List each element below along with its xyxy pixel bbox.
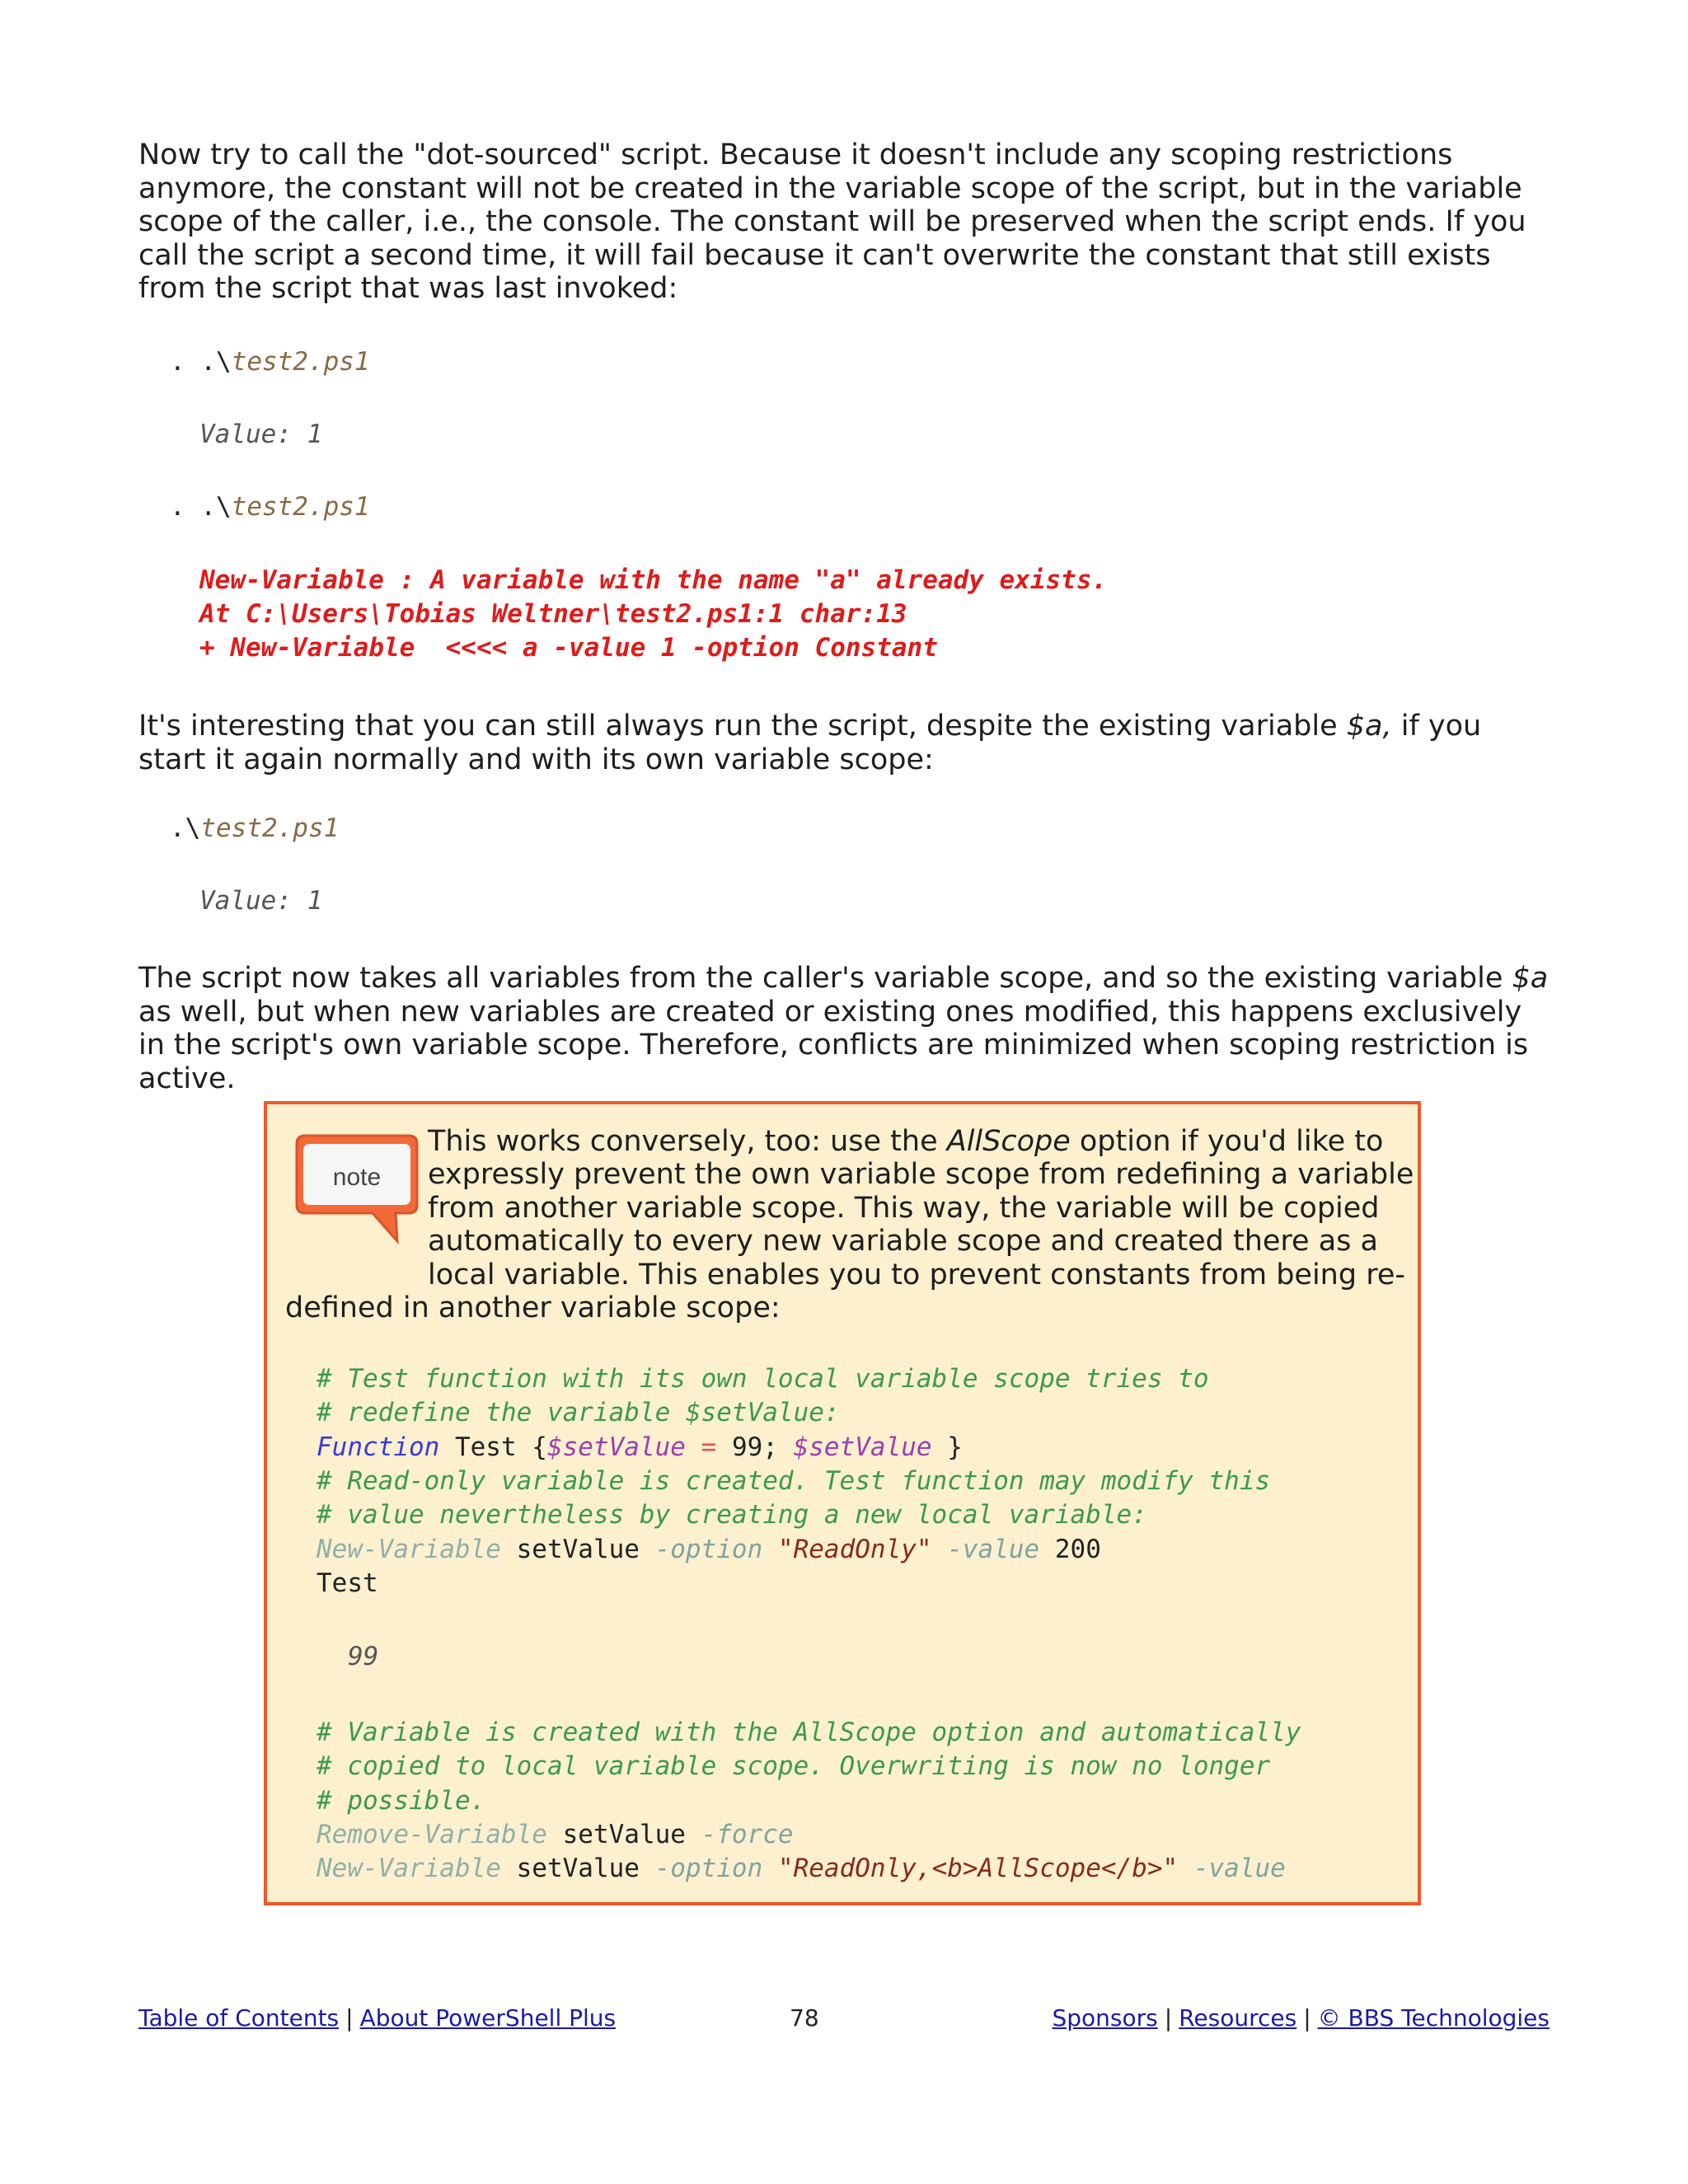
- code-comment: # possible.: [316, 1786, 486, 1816]
- page-number: 78: [790, 2004, 819, 2032]
- code-line: New-Variable setValue -option "ReadOnly,<b>AllScope</b>" -value: [316, 1854, 1286, 1883]
- note-text-line: expressly prevent the own variable scope from redefining a variable: [428, 1158, 1414, 1191]
- paragraph-2: It's interesting that you can still always run the script, despite the existing variable $a, if you start it again normally and with its own variable scope:: [138, 710, 1482, 776]
- code-output: Value: 1: [199, 419, 323, 449]
- note-text-line: local variable. This enables you to prevent constants from being re-: [428, 1258, 1405, 1291]
- note-text-line: from another variable scope. This way, the variable will be copied: [428, 1192, 1380, 1225]
- code-line: .\test2.ps1: [170, 813, 340, 843]
- code-line: . .\test2.ps1: [170, 492, 370, 522]
- bbs-technologies-link[interactable]: © BBS Technologies: [1317, 2004, 1550, 2032]
- note-text-line: defined in another variable scope:: [285, 1291, 781, 1324]
- code-comment: # value nevertheless by creating a new local variable:: [316, 1500, 1147, 1530]
- footer-left: Table of Contents | About PowerShell Plus: [138, 2004, 617, 2032]
- sponsors-link[interactable]: Sponsors: [1052, 2004, 1158, 2032]
- error-line: New-Variable : A variable with the name "a" already exists.: [199, 565, 1108, 595]
- code-comment: # copied to local variable scope. Overwriting is now no longer: [316, 1751, 1271, 1781]
- note-text-line: This works conversely, too: use the AllScope option if you'd like to: [428, 1125, 1384, 1158]
- resources-link[interactable]: Resources: [1179, 2004, 1297, 2032]
- error-line: + New-Variable <<<< a -value 1 -option Constant: [199, 633, 938, 663]
- note-icon: [293, 1132, 420, 1246]
- footer-right: Sponsors | Resources | © BBS Technologies: [1052, 2004, 1550, 2032]
- code-line: Function Test {$setValue = 99; $setValue }: [316, 1432, 963, 1462]
- code-line: Test: [316, 1568, 378, 1598]
- code-output: Value: 1: [199, 886, 323, 916]
- note-text-line: automatically to every new variable scope and created there as a: [428, 1225, 1378, 1258]
- intro-paragraph: Now try to call the "dot-sourced" script. Because it doesn't include any scoping restrictions anymore, the constant will not be created in the variable scope of the script, but in the variable scope of the caller, i.e., the console. The constant will be preserved when the script ends. If you call the script a second time, it will fail because it can't overwrite the constant that still exists from the script that was last invoked:: [138, 138, 1526, 305]
- code-line: Remove-Variable setValue -force: [316, 1820, 794, 1849]
- code-line: New-Variable setValue -option "ReadOnly" -value 200: [316, 1535, 1101, 1564]
- table-of-contents-link[interactable]: Table of Contents: [138, 2004, 340, 2032]
- about-powershell-plus-link[interactable]: About PowerShell Plus: [359, 2004, 617, 2032]
- paragraph-3: The script now takes all variables from the caller's variable scope, and so the existing variable $a as well, but when new variables are created or existing ones modified, this happens exclusively in the script's own variable scope. Therefore, conflicts are minimized when scoping restriction is active.: [138, 962, 1549, 1095]
- code-comment: # redefine the variable $setValue:: [316, 1398, 840, 1427]
- error-line: At C:\Users\Tobias Weltner\test2.ps1:1 char:13: [199, 599, 907, 629]
- code-comment: # Test function with its own local variable scope tries to: [316, 1364, 1209, 1394]
- code-line: . .\test2.ps1: [170, 347, 370, 377]
- code-comment: # Variable is created with the AllScope option and automatically: [316, 1718, 1301, 1747]
- code-output: 99: [348, 1642, 379, 1671]
- note-icon-label: note: [332, 1164, 382, 1191]
- code-comment: # Read-only variable is created. Test function may modify this: [316, 1466, 1271, 1496]
